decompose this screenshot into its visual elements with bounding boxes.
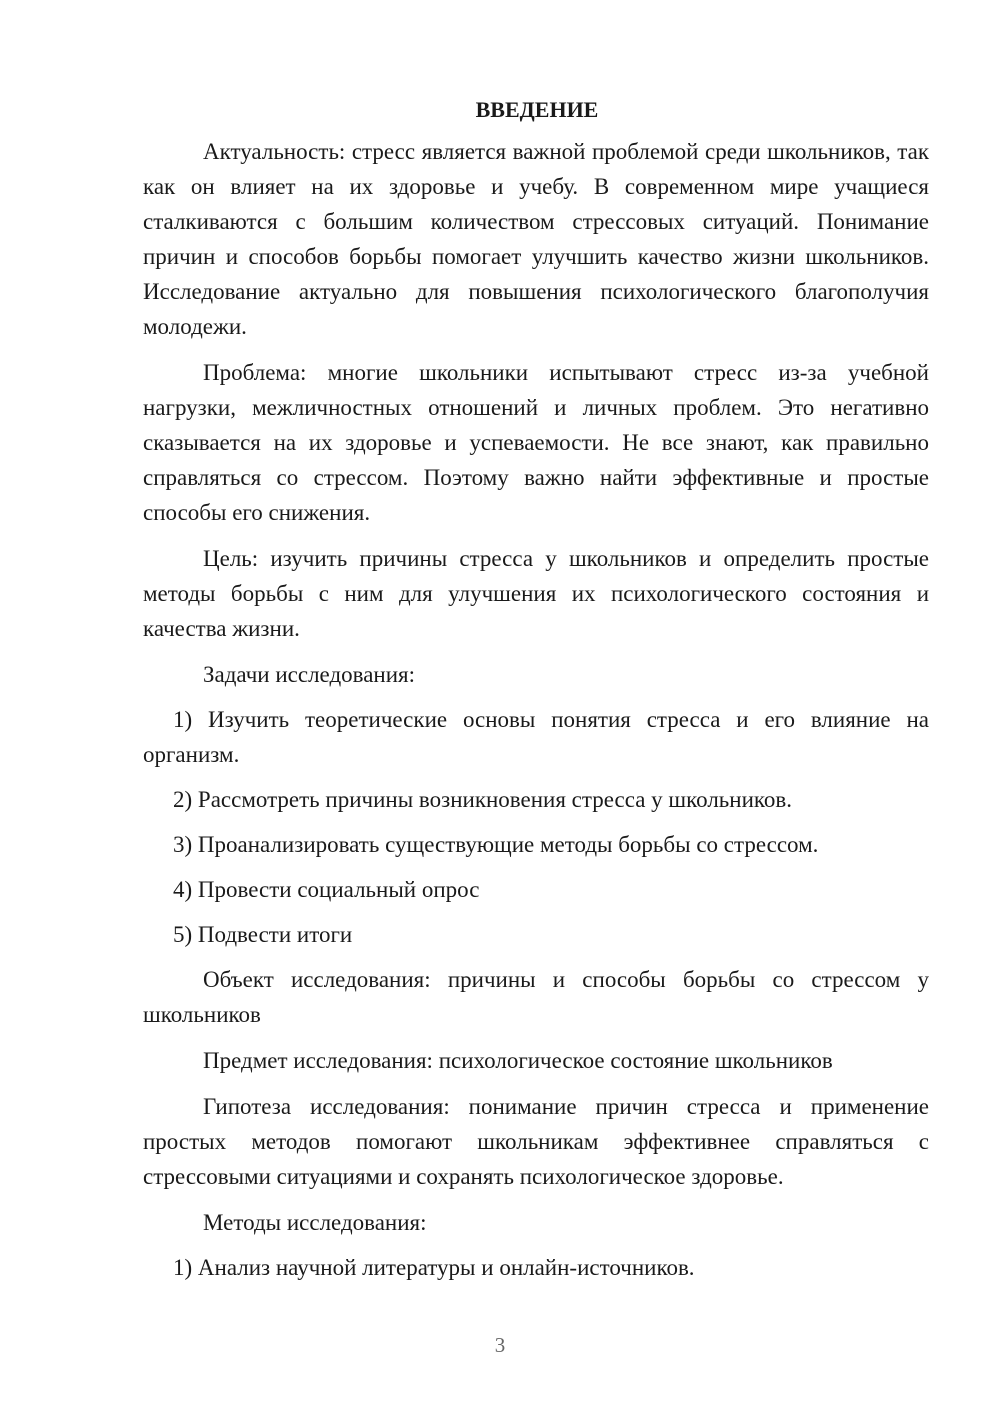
document-page — [143, 92, 929, 1295]
method-item-1: 1) Анализ научной литературы и онлайн-источников. — [173, 1255, 695, 1280]
page-number: 3 — [494, 1333, 506, 1357]
tasks-heading: Задачи исследования: — [203, 662, 416, 687]
section-title: ВВЕДЕНИЕ — [475, 97, 599, 122]
hypothesis-paragraph: Гипотеза исследования: понимание причин стресса и применение простых методов помогают школьникам эффективнее справляться с стрессовыми ситуациями и сохранять психологическое здоровье. — [143, 1094, 929, 1189]
task-item-3: 3) Проанализировать существующие методы борьбы со стрессом. — [173, 832, 819, 857]
goal-paragraph: Цель: изучить причины стресса у школьников и определить простые методы борьбы с ним для улучшения их психологического состояния и качества жизни. — [143, 546, 929, 641]
methods-heading: Методы исследования: — [203, 1210, 427, 1235]
task-item-1: 1) Изучить теоретические основы понятия стресса и его влияние на организм. — [143, 707, 929, 767]
task-item-4: 4) Провести социальный опрос — [173, 877, 480, 902]
task-item-5: 5) Подвести итоги — [173, 922, 353, 947]
subject-paragraph: Предмет исследования: психологическое состояние школьников — [203, 1048, 833, 1073]
object-paragraph: Объект исследования: причины и способы борьбы со стрессом у школьников — [143, 967, 929, 1027]
problem-paragraph: Проблема: многие школьники испытывают стресс из-за учебной нагрузки, межличностных отношений и личных проблем. Это негативно сказывается на их здоровье и успеваемости. Не все знают, как правильно справляться со стрессом. Поэтому важно найти эффективные и простые способы его снижения. — [143, 360, 929, 525]
relevance-paragraph: Актуальность: стресс является важной проблемой среди школьников, так как он влияет на их здоровье и учебу. В современном мире учащиеся сталкиваются с большим количеством стрессовых ситуаций. Понимание причин и способов борьбы помогает улучшить качество жизни школьников. Исследование актуально для повышения психологического благополучия молодежи. — [143, 139, 929, 339]
task-item-2: 2) Рассмотреть причины возникновения стресса у школьников. — [173, 787, 793, 812]
